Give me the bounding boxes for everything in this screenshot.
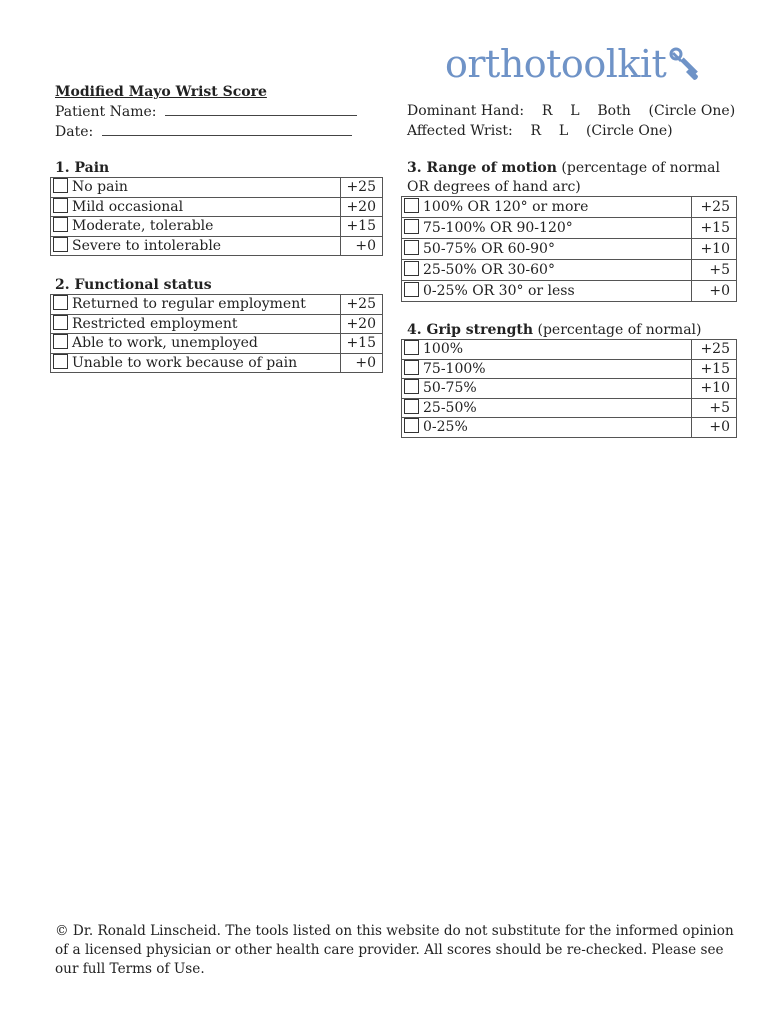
- rom-options-table: [401, 196, 737, 302]
- option-points: +10: [692, 239, 737, 260]
- date-field[interactable]: [102, 123, 352, 136]
- option-points: +15: [341, 334, 383, 354]
- option-label: 75-100% OR 90-120°: [423, 220, 573, 236]
- option-label: 50-75% OR 60-90°: [423, 241, 555, 257]
- option-points: +5: [692, 260, 737, 281]
- table-row: [51, 353, 383, 373]
- option-points: +25: [692, 197, 737, 218]
- option-label: Restricted employment: [72, 315, 238, 332]
- option-points: +25: [341, 295, 383, 315]
- option-label: 100% OR 120° or more: [423, 199, 589, 215]
- option-label: 25-50% OR 30-60°: [423, 262, 555, 278]
- option-label: Mild occasional: [72, 198, 184, 215]
- table-row: [51, 334, 383, 354]
- option-label: Unable to work because of pain: [72, 354, 298, 371]
- table-row: [402, 340, 737, 360]
- grip-checkbox[interactable]: [404, 399, 419, 414]
- option-points: +5: [692, 398, 737, 418]
- option-points: +0: [692, 281, 737, 302]
- grip-options-table: [401, 339, 737, 438]
- functional-checkbox[interactable]: [53, 334, 68, 349]
- pain-checkbox[interactable]: [53, 217, 68, 232]
- orthotoolkit-logo[interactable]: [445, 42, 704, 86]
- date-row: [55, 123, 352, 140]
- table-row: [402, 398, 737, 418]
- pain-checkbox[interactable]: [53, 237, 68, 252]
- table-row: [51, 295, 383, 315]
- option-points: +0: [341, 236, 383, 256]
- patient-name-field[interactable]: [165, 103, 357, 116]
- table-row: [51, 217, 383, 237]
- table-row: [402, 260, 737, 281]
- option-label: Moderate, tolerable: [72, 218, 214, 235]
- table-row: [51, 314, 383, 334]
- table-row: [402, 239, 737, 260]
- option-points: +25: [341, 178, 383, 198]
- pain-checkbox[interactable]: [53, 178, 68, 193]
- patient-name-row: [55, 103, 357, 120]
- grip-title: 4. Grip strength: [407, 322, 534, 338]
- rom-section-title: [407, 160, 720, 176]
- option-points: +25: [692, 340, 737, 360]
- functional-options-table: [50, 294, 383, 373]
- option-points: +0: [692, 418, 737, 438]
- rom-checkbox[interactable]: [404, 240, 419, 255]
- option-label: 0-25% OR 30° or less: [423, 283, 575, 299]
- rom-checkbox[interactable]: [404, 282, 419, 297]
- pain-options-table: [50, 177, 383, 256]
- option-points: +20: [341, 197, 383, 217]
- pain-section-title: 1. Pain: [55, 160, 110, 176]
- table-row: [402, 218, 737, 239]
- option-label: 25-50%: [423, 399, 477, 416]
- grip-checkbox[interactable]: [404, 340, 419, 355]
- rom-note-line-2: OR degrees of hand arc): [407, 179, 581, 195]
- date-label: Date:: [55, 124, 94, 140]
- table-row: [402, 379, 737, 399]
- grip-checkbox[interactable]: [404, 360, 419, 375]
- option-label: Severe to intolerable: [72, 237, 222, 254]
- rom-note: (percentage of normal: [556, 160, 720, 176]
- option-label: 100%: [423, 341, 464, 358]
- option-label: Returned to regular employment: [72, 296, 306, 313]
- table-row: [51, 178, 383, 198]
- option-points: +10: [692, 379, 737, 399]
- functional-checkbox[interactable]: [53, 315, 68, 330]
- table-row: [51, 236, 383, 256]
- functional-section-title: 2. Functional status: [55, 277, 212, 293]
- option-label: 50-75%: [423, 380, 477, 397]
- option-label: 0-25%: [423, 419, 468, 436]
- rom-checkbox[interactable]: [404, 261, 419, 276]
- patient-name-label: Patient Name:: [55, 104, 157, 120]
- copyright-footer: © Dr. Ronald Linscheid. The tools listed on this website do not substitute for the informed opinion of a licensed physician or other health care provider. All scores should be re-checked. Please see our full Terms of Use.: [55, 923, 734, 977]
- dominant-hand-line[interactable]: Dominant Hand: R L Both (Circle One): [407, 103, 736, 119]
- grip-checkbox[interactable]: [404, 418, 419, 433]
- table-row: [51, 197, 383, 217]
- grip-checkbox[interactable]: [404, 379, 419, 394]
- affected-wrist-line[interactable]: Affected Wrist: R L (Circle One): [407, 123, 673, 139]
- option-label: Able to work, unemployed: [72, 335, 258, 352]
- option-points: +20: [341, 314, 383, 334]
- table-row: [402, 418, 737, 438]
- table-row: [402, 359, 737, 379]
- functional-checkbox[interactable]: [53, 295, 68, 310]
- table-row: [402, 197, 737, 218]
- logo-text: orthotoolkit: [445, 42, 667, 86]
- option-label: No pain: [72, 179, 128, 196]
- option-label: 75-100%: [423, 360, 486, 377]
- option-points: +15: [341, 217, 383, 237]
- table-row: [402, 281, 737, 302]
- rom-title: 3. Range of motion: [407, 160, 557, 176]
- grip-note: (percentage of normal): [533, 322, 702, 338]
- functional-checkbox[interactable]: [53, 354, 68, 369]
- pain-checkbox[interactable]: [53, 198, 68, 213]
- wrench-icon: [668, 46, 704, 82]
- option-points: +15: [692, 218, 737, 239]
- option-points: +15: [692, 359, 737, 379]
- rom-checkbox[interactable]: [404, 198, 419, 213]
- option-points: +0: [341, 353, 383, 373]
- form-title: Modified Mayo Wrist Score: [55, 84, 267, 100]
- rom-checkbox[interactable]: [404, 219, 419, 234]
- grip-section-title: [407, 322, 702, 338]
